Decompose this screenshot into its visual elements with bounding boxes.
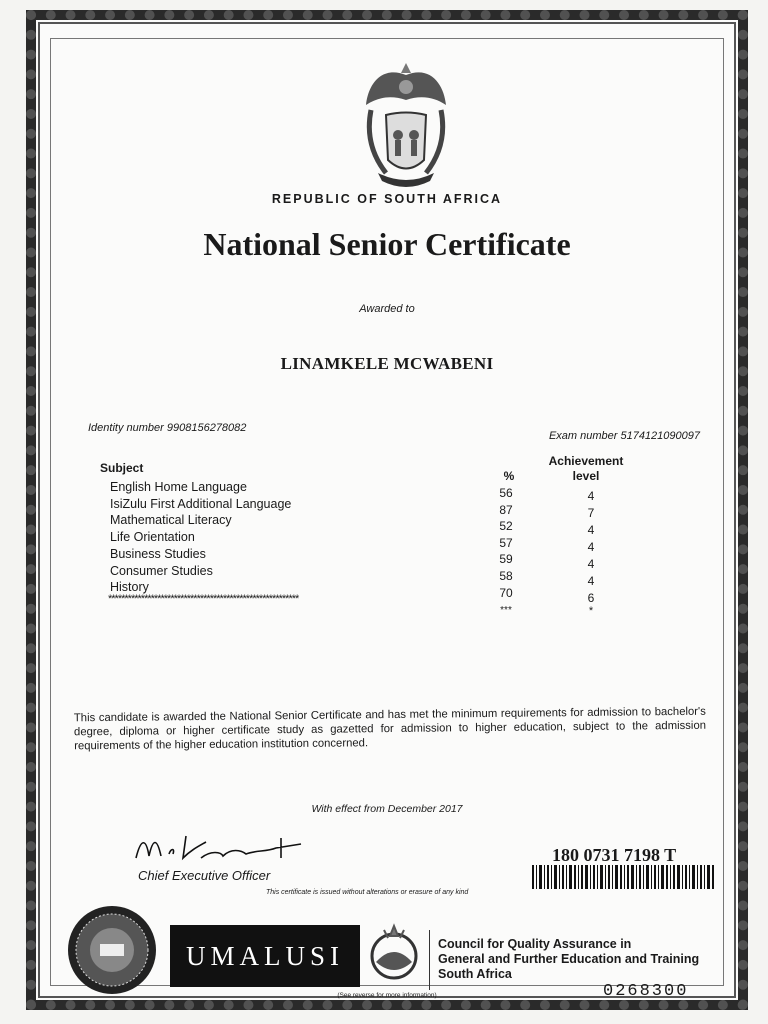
achievement-header-line1: Achievement [548, 454, 624, 468]
security-seal-icon [66, 904, 158, 996]
subject-level: 6 [587, 591, 595, 605]
level-list [576, 488, 606, 607]
certificate-frame [26, 10, 748, 1010]
subject-level: 4 [587, 574, 595, 588]
subject-level: 4 [587, 557, 595, 571]
end-of-list-stars: ********************************************************** [108, 593, 299, 605]
footer-divider [429, 930, 430, 990]
achievement-header [541, 454, 631, 484]
subject-name: Business Studies [110, 546, 206, 561]
subject-level: 4 [587, 489, 595, 503]
achievement-header-line2: level [572, 469, 600, 483]
subject-level: 4 [587, 523, 595, 537]
coat-of-arms-icon [356, 55, 456, 190]
subject-level: 4 [587, 540, 595, 554]
awarded-to-label: Awarded to [359, 303, 415, 315]
certificate-number: 180 0731 7198 T [552, 845, 677, 865]
subject-percent: 59 [499, 552, 513, 567]
council-line-1: Council for Quality Assurance in [438, 937, 632, 951]
subject-percent: 57 [499, 535, 513, 550]
umalusi-logo-icon [366, 922, 422, 986]
percent-list [491, 485, 521, 601]
barcode-icon [532, 865, 717, 889]
subject-name: Life Orientation [110, 530, 195, 545]
reverse-note: (See reverse for more information) [337, 992, 437, 999]
council-line-2: General and Further Education and Training [438, 952, 700, 966]
council-name [438, 937, 699, 982]
candidate-name: LINAMKELE MCWABENI [280, 354, 494, 373]
council-line-3: South Africa [438, 967, 512, 981]
award-statement: This candidate is awarded the National Senior Certificate and has met the minimum requirements for admission to bachelor's degree, diploma or higher certificate study as gazetted for admission to higher education, subject to the admission requirements of the higher education institution concerned. [73, 705, 707, 753]
subject-name: Consumer Studies [110, 563, 213, 578]
subject-percent: 87 [499, 502, 513, 517]
serial-number: 0268300 [603, 982, 689, 1001]
subject-name: History [110, 580, 149, 595]
subject-level: 7 [587, 506, 595, 520]
umalusi-wordmark: UMALUSI [170, 925, 360, 987]
country-heading: REPUBLIC OF SOUTH AFRICA [271, 192, 503, 206]
fine-print: This certificate is issued without alterations or erasure of any kind [266, 889, 469, 896]
percent-stars: *** [500, 605, 512, 616]
level-star: * [588, 605, 594, 617]
effective-date: With effect from December 2017 [311, 803, 463, 815]
certificate-title: National Senior Certificate [203, 226, 571, 262]
exam-number: Exam number 5174121090097 [548, 430, 700, 442]
subject-list [110, 479, 291, 596]
identity-number: Identity number 9908156278082 [88, 422, 247, 434]
subject-name: IsiZulu First Additional Language [110, 496, 292, 511]
subject-percent: 52 [499, 519, 513, 534]
signatory-title: Chief Executive Officer [138, 868, 271, 883]
subject-header: Subject [100, 461, 144, 475]
subject-percent: 58 [499, 568, 513, 583]
subject-percent: 56 [499, 486, 513, 500]
subject-name: English Home Language [110, 480, 247, 494]
ceo-signature [131, 828, 311, 868]
subject-name: Mathematical Literacy [110, 513, 232, 528]
percent-header: % [503, 469, 515, 483]
subject-percent: 70 [499, 585, 513, 600]
